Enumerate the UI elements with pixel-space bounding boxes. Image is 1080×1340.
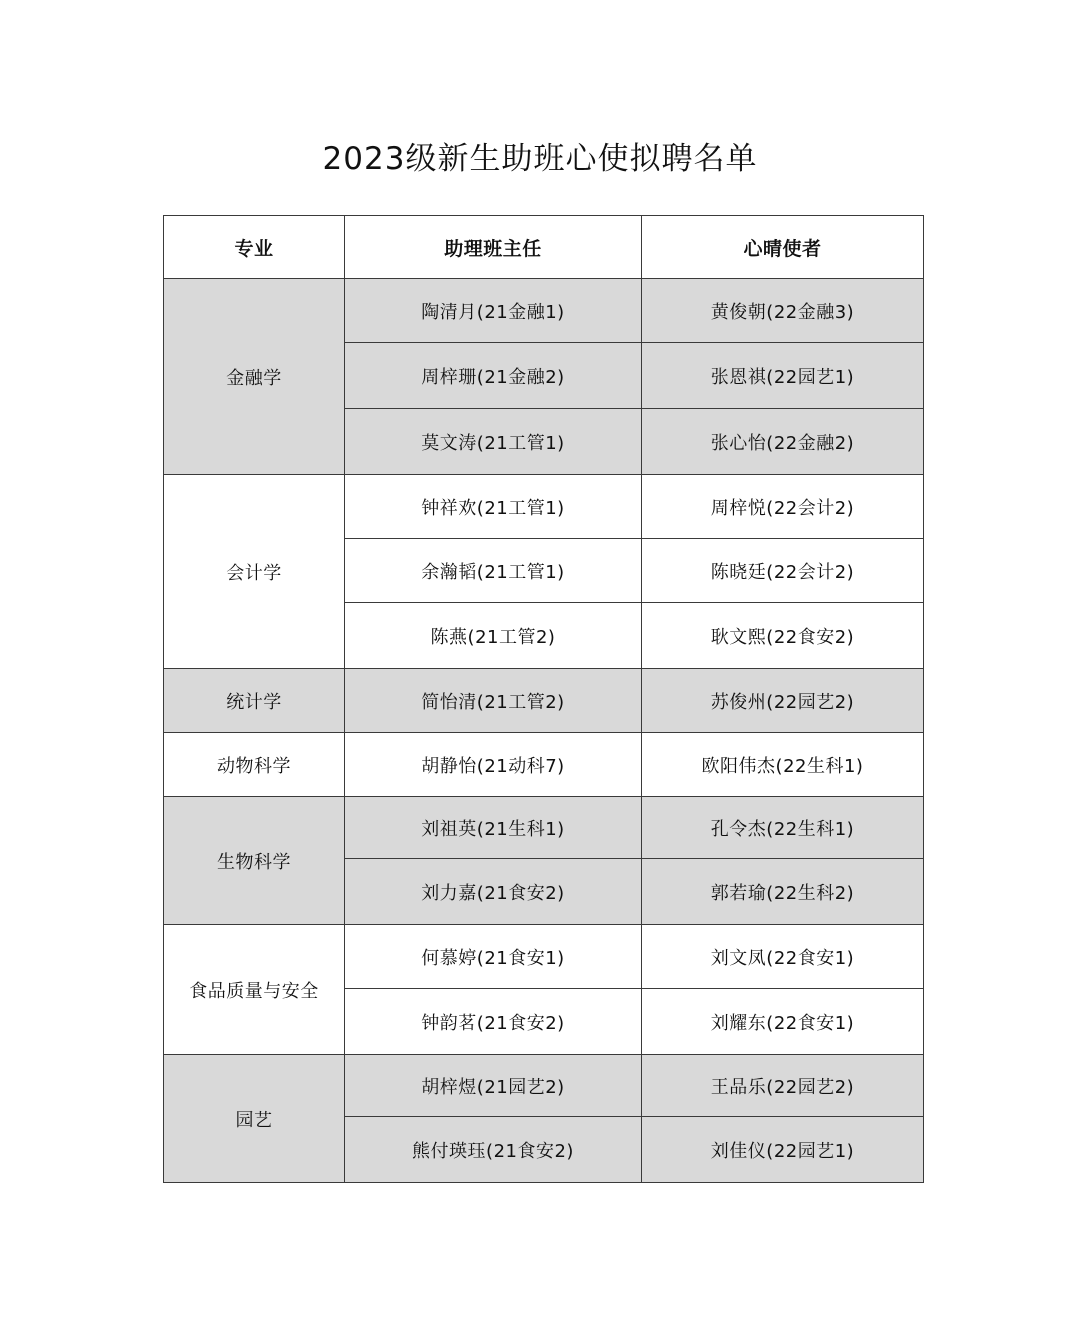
table-row	[164, 1055, 924, 1117]
header-major: 专业	[164, 216, 345, 279]
messenger-cell: 刘文凤(22食安1)	[642, 925, 924, 989]
assistant-cell: 陶清月(21金融1)	[345, 279, 642, 343]
assistant-cell: 刘祖英(21生科1)	[345, 797, 642, 859]
table-body	[164, 279, 924, 1183]
messenger-cell: 刘耀东(22食安1)	[642, 989, 924, 1055]
major-cell: 统计学	[164, 669, 345, 733]
assistant-cell: 莫文涛(21工管1)	[345, 409, 642, 475]
table-row	[164, 925, 924, 989]
messenger-cell: 苏俊州(22园艺2)	[642, 669, 924, 733]
messenger-cell: 黄俊朝(22金融3)	[642, 279, 924, 343]
assistant-cell: 胡静怡(21动科7)	[345, 733, 642, 797]
messenger-cell: 刘佳仪(22园艺1)	[642, 1117, 924, 1183]
roster-table	[163, 215, 924, 1183]
table-row	[164, 475, 924, 539]
major-cell: 动物科学	[164, 733, 345, 797]
messenger-cell: 张心怡(22金融2)	[642, 409, 924, 475]
messenger-cell: 陈晓廷(22会计2)	[642, 539, 924, 603]
messenger-cell: 郭若瑜(22生科2)	[642, 859, 924, 925]
messenger-cell: 孔令杰(22生科1)	[642, 797, 924, 859]
assistant-cell: 余瀚韬(21工管1)	[345, 539, 642, 603]
major-cell: 金融学	[164, 279, 345, 475]
header-mood-messenger: 心晴使者	[642, 216, 924, 279]
major-cell: 园艺	[164, 1055, 345, 1183]
assistant-cell: 陈燕(21工管2)	[345, 603, 642, 669]
major-cell: 会计学	[164, 475, 345, 669]
assistant-cell: 钟祥欢(21工管1)	[345, 475, 642, 539]
assistant-cell: 周梓珊(21金融2)	[345, 343, 642, 409]
assistant-cell: 何慕婷(21食安1)	[345, 925, 642, 989]
assistant-cell: 刘力嘉(21食安2)	[345, 859, 642, 925]
major-cell: 食品质量与安全	[164, 925, 345, 1055]
assistant-cell: 简怡清(21工管2)	[345, 669, 642, 733]
table-row	[164, 669, 924, 733]
messenger-cell: 耿文熙(22食安2)	[642, 603, 924, 669]
header-assistant-head-teacher: 助理班主任	[345, 216, 642, 279]
messenger-cell: 王品乐(22园艺2)	[642, 1055, 924, 1117]
major-cell: 生物科学	[164, 797, 345, 925]
messenger-cell: 欧阳伟杰(22生科1)	[642, 733, 924, 797]
table-row	[164, 279, 924, 343]
page-title: 2023级新生助班心使拟聘名单	[322, 141, 758, 177]
table-row	[164, 797, 924, 859]
table-row	[164, 733, 924, 797]
table-header-row	[164, 216, 924, 279]
messenger-cell: 张恩祺(22园艺1)	[642, 343, 924, 409]
assistant-cell: 熊付瑛珏(21食安2)	[345, 1117, 642, 1183]
assistant-cell: 胡梓煜(21园艺2)	[345, 1055, 642, 1117]
assistant-cell: 钟韵茗(21食安2)	[345, 989, 642, 1055]
messenger-cell: 周梓悦(22会计2)	[642, 475, 924, 539]
